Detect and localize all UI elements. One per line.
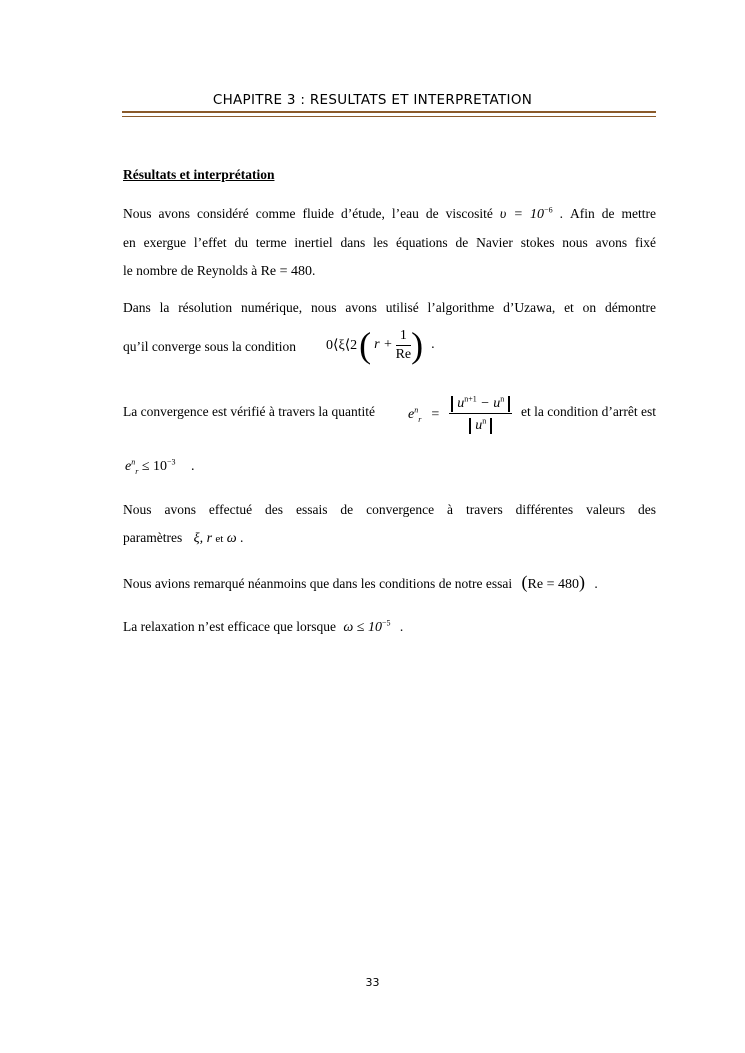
reynolds-condition-formula: (Re = 480) bbox=[521, 572, 585, 592]
p3-line-1: La convergence est vérifié à travers la quantité bbox=[123, 404, 375, 419]
parameters-formula: ξ, r bbox=[193, 531, 213, 546]
right-paren: ) bbox=[411, 325, 424, 365]
omega-symbol: ω bbox=[226, 531, 237, 546]
viscosity-formula: $\upsilon = 10^{-6}$ bbox=[499, 205, 553, 222]
header-rule-thin bbox=[122, 116, 656, 117]
p5-line: Nous avions remarqué néanmoins que dans les conditions de notre essai (Re = 480) . bbox=[123, 572, 598, 592]
p2-line-2: qu’il converge sous la condition bbox=[123, 339, 296, 354]
stopping-criterion-formula: $e^n_r \le 10^{-3}$ . bbox=[125, 457, 195, 476]
p1-line-2: en exergue l’effet du terme inertiel dans les équations de Navier stokes nous avons fixé bbox=[123, 235, 656, 250]
p4-line-1: Nous avons effectué des essais de convergence à travers différentes valeurs des bbox=[123, 502, 656, 517]
header-rule-thick bbox=[122, 111, 656, 113]
p3-line-1-end: et la condition d’arrêt est bbox=[521, 404, 656, 419]
p2-line-1: Dans la résolution numérique, nous avons utilisé l’algorithme d’Uzawa, et on démontre bbox=[123, 300, 656, 315]
page-number: 33 bbox=[365, 976, 380, 989]
p1-text-1: Nous avons considéré comme fluide d’étude, l’eau de viscosité bbox=[123, 206, 493, 221]
p1-line-1 bbox=[123, 200, 656, 229]
p1-line-3: le nombre de Reynolds à Re = 480. bbox=[123, 263, 316, 279]
convergence-condition-formula: 0⟨ξ⟨2 ( r + $\frac{1}{Re}$ ) . bbox=[326, 325, 435, 365]
p4-line-2: paramètres ξ, r et ω . bbox=[123, 530, 244, 546]
paragraph-1 bbox=[123, 200, 656, 286]
p6-line: La relaxation n’est efficace que lorsque $\omega \le 10^{-5}$ . bbox=[123, 618, 404, 635]
left-paren: ( bbox=[359, 325, 372, 365]
reynolds-formula: Re = 480 bbox=[260, 264, 313, 279]
error-symbol: $e^n_r$ bbox=[408, 405, 422, 424]
section-title: Résultats et interprétation bbox=[123, 167, 275, 182]
p1-text-1-end: . Afin de mettre bbox=[559, 206, 656, 221]
fraction: $\frac{1}{Re}$ bbox=[395, 327, 412, 362]
relaxation-formula: $\omega \le 10^{-5}$ bbox=[343, 618, 391, 635]
error-fraction: $\frac{u^{n+1} - u^n}{u^n}$ bbox=[449, 395, 512, 435]
chapter-header: CHAPITRE 3 : RESULTATS ET INTERPRETATION bbox=[212, 92, 533, 108]
relative-error-formula: $e^n_r$ = $\frac{u^{n+1} - u^n}{u^n}$ bbox=[408, 390, 512, 440]
